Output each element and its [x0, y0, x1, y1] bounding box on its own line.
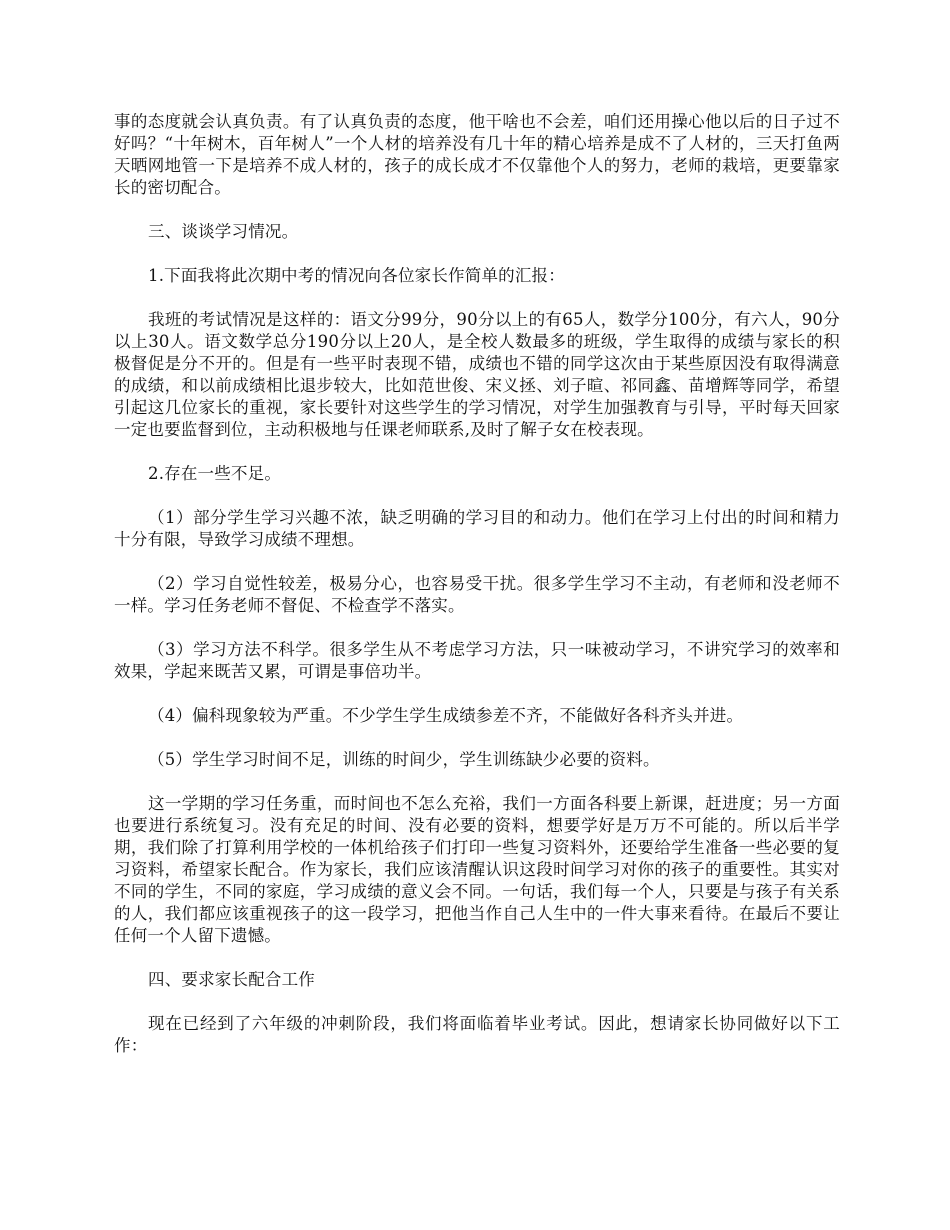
list-item-shortcoming-5: （5）学生学习时间不足，训练的时间少，学生训练缺少必要的资料。 [148, 750, 660, 769]
subheading-shortcomings: 2.存在一些不足。 [148, 464, 282, 483]
paragraph-semester-plan: 这一学期的学习任务重，而时间也不怎么充裕，我们一方面各科要上新课，赶进度；另一方面也要进行系统复习。没有充足的时间、没有必要的资料，想要学好是万万不可能的。所以后半学期，我们除了打算利用学校的一体机给孩子们打印一些复习资料外，还要给学生准备一些必要的复习资料，希望家长配合。作为家长，我们应该清醒认识这段时间学习对你的孩子的重要性。其实对不同的学生，不同的家庭，学习成绩的意义会不同。一句话，我们每一个人，只要是与孩子有关系的人，我们都应该重视孩子的这一段学习，把他当作自己人生中的一件大事来看待。在最后不要让任何一个人留下遗憾。 [114, 794, 840, 945]
list-item-shortcoming-4: （4）偏科现象较为严重。不少学生学生成绩参差不齐，不能做好各科齐头并进。 [148, 706, 744, 725]
section-heading-parent-cooperation: 四、要求家长配合工作 [148, 970, 315, 989]
paragraph-exam-results: 我班的考试情况是这样的：语文分99分，90分以上的有65人，数学分100分，有六人，90分以上30人。语文数学总分190分以上20人，是全校人数最多的班级，学生取得的成绩与家长的积极督促是分不开的。但是有一些平时表现不错，成绩也不错的同学这次由于某些原因没有取得满意的成绩，和以前成绩相比退步较大，比如范世俊、宋义拯、刘子暄、祁同鑫、苗增辉等同学，希望引起这几位家长的重视，家长要针对这些学生的学习情况，对学生加强教育与引导，平时每天回家一定也要监督到位，主动积极地与任课老师联系,及时了解子女在校表现。 [114, 310, 840, 439]
document-page [114, 111, 840, 1079]
paragraph-exam-report-intro: 1.下面我将此次期中考的情况向各位家长作简单的汇报： [148, 266, 565, 285]
list-item-shortcoming-2: （2）学习自觉性较差，极易分心，也容易受干扰。很多学生学习不主动，有老师和没老师不一样。学习任务老师不督促、不检查学不落实。 [114, 574, 840, 615]
list-item-shortcoming-1: （1）部分学生学习兴趣不浓，缺乏明确的学习目的和动力。他们在学习上付出的时间和精力十分有限，导致学习成绩不理想。 [114, 508, 840, 549]
paragraph-continuation: 事的态度就会认真负责。有了认真负责的态度，他干啥也不会差，咱们还用操心他以后的日子过不好吗？“十年树木，百年树人”一个人材的培养没有几十年的精心培养是成不了人材的，三天打鱼两天晒网地管一下是培养不成人材的，孩子的成长成才不仅靠他个人的努力，老师的栽培，更要靠家长的密切配合。 [114, 112, 840, 197]
list-item-shortcoming-3: （3）学习方法不科学。很多学生从不考虑学习方法，只一味被动学习，不讲究学习的效率和效果，学起来既苦又累，可谓是事倍功半。 [114, 640, 840, 681]
paragraph-final-stage: 现在已经到了六年级的冲刺阶段，我们将面临着毕业考试。因此，想请家长协同做好以下工作： [114, 1014, 840, 1055]
section-heading-study: 三、谈谈学习情况。 [148, 222, 299, 241]
